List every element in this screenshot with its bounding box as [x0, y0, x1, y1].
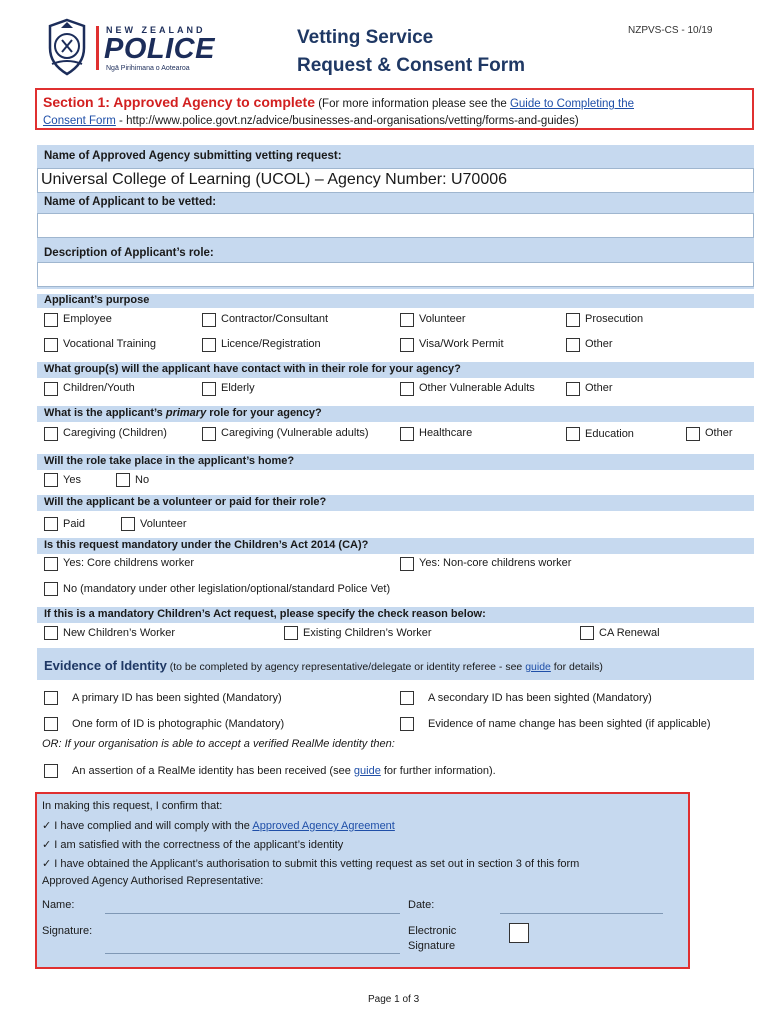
checkbox-name-change[interactable] [400, 717, 414, 731]
checkbox-electronic-signature[interactable] [509, 923, 529, 943]
checkbox-purpose-other[interactable] [566, 338, 580, 352]
checkbox-groups-other[interactable] [566, 382, 580, 396]
label-primary-id: A primary ID has been sighted (Mandatory) [72, 692, 282, 704]
label-healthcare: Healthcare [419, 427, 473, 439]
esig-label-line1: Electronic [408, 925, 457, 937]
form-code: NZPVS-CS - 10/19 [628, 25, 713, 36]
checkbox-paid[interactable] [44, 517, 58, 531]
checkbox-secondary-id[interactable] [400, 691, 414, 705]
identity-heading: Evidence of Identity [44, 658, 167, 673]
logo-main-text: POLICE [104, 33, 215, 65]
checkbox-core-worker[interactable] [44, 557, 58, 571]
label-new-worker: New Children’s Worker [63, 627, 176, 639]
checkbox-prosecution[interactable] [566, 313, 580, 327]
realme-or-text: OR: If your organisation is able to accept a verified RealMe identity then: [42, 738, 395, 750]
section1-heading: Section 1: Approved Agency to complete [43, 94, 316, 110]
checkbox-education[interactable] [566, 427, 580, 441]
label-photographic-id: One form of ID is photographic (Mandatory) [72, 718, 285, 730]
checkbox-vulnerable-adults[interactable] [400, 382, 414, 396]
date-input[interactable] [500, 894, 663, 914]
checkbox-caregiving-adults[interactable] [202, 427, 216, 441]
purpose-band [37, 294, 754, 308]
checkbox-home-yes[interactable] [44, 473, 58, 487]
label-purpose-other: Other [585, 338, 613, 350]
home-band [37, 454, 754, 470]
checkbox-noncore-worker[interactable] [400, 557, 414, 571]
rep-name-input[interactable] [105, 896, 400, 914]
confirm-tick-3: ✓ I have obtained the Applicant’s authorisation to submit this vetting request as set out in section 3 of this form [42, 858, 580, 870]
identity-note: (to be completed by agency representative/delegate or identity referee - see [166, 661, 526, 673]
logo-divider [96, 26, 99, 70]
section1-info: (For more information please see the [315, 98, 510, 110]
primary-role-label: What is the applicant’s primary role for your agency? [44, 407, 322, 419]
esig-label-line2: Signature [408, 940, 456, 952]
checkbox-caregiving-children[interactable] [44, 427, 58, 441]
logo-top-text: NEW ZEALAND [106, 25, 206, 35]
checkbox-new-worker[interactable] [44, 626, 58, 640]
label-realme: An assertion of a RealMe identity has been received (see guide for further information). [72, 765, 496, 777]
label-visa: Visa/Work Permit [419, 338, 504, 350]
checkbox-ca-renewal[interactable] [580, 626, 594, 640]
checkbox-realme[interactable] [44, 764, 58, 778]
guide-link[interactable]: Guide to Completing the [509, 98, 634, 110]
label-elderly: Elderly [221, 382, 255, 394]
agency-label: Name of Approved Agency submitting vetting request: [44, 150, 342, 162]
signature-label: Signature: [42, 925, 93, 937]
confirmation-box [35, 792, 690, 969]
representative-label: Approved Agency Authorised Representative: [42, 875, 264, 887]
section1-url: - http://www.police.govt.nz/advice/businesses-and-organisations/vetting/forms-and-guides) [115, 115, 579, 127]
identity-band [37, 648, 754, 680]
checkbox-photographic-id[interactable] [44, 717, 58, 731]
primary-role-band [37, 406, 754, 422]
checkbox-visa[interactable] [400, 338, 414, 352]
paid-label: Will the applicant be a volunteer or paid for their role? [44, 496, 327, 508]
paid-band [37, 495, 754, 511]
agency-field[interactable] [37, 168, 754, 193]
label-secondary-id: A secondary ID has been sighted (Mandatory) [428, 692, 652, 704]
date-label: Date: [408, 899, 435, 911]
label-children-youth: Children/Youth [63, 382, 135, 394]
page-number: Page 1 of 3 [368, 994, 420, 1005]
role-description-field[interactable] [37, 262, 754, 287]
label-paid-volunteer: Volunteer [140, 518, 187, 530]
applicant-label: Name of Applicant to be vetted: [44, 196, 217, 208]
checkbox-vocational-training[interactable] [44, 338, 58, 352]
checkbox-primary-id[interactable] [44, 691, 58, 705]
label-caregiving-adults: Caregiving (Vulnerable adults) [221, 427, 369, 439]
name-label: Name: [42, 899, 75, 911]
checkbox-not-mandatory[interactable] [44, 582, 58, 596]
label-licence: Licence/Registration [221, 338, 321, 350]
label-employee: Employee [63, 313, 112, 325]
confirm-tick-1: ✓ I have complied and will comply with the Approved Agency Agreement [42, 820, 395, 832]
label-role-other: Other [705, 427, 733, 439]
checkbox-healthcare[interactable] [400, 427, 414, 441]
mandatory-band [37, 538, 754, 554]
checkbox-paid-volunteer[interactable] [121, 517, 135, 531]
signature-input[interactable] [105, 934, 400, 954]
checkbox-employee[interactable] [44, 313, 58, 327]
applicant-name-field[interactable] [37, 213, 754, 238]
label-home-yes: Yes [63, 474, 81, 486]
checkbox-elderly[interactable] [202, 382, 216, 396]
purpose-label: Applicant’s purpose [44, 294, 150, 306]
label-caregiving-children: Caregiving (Children) [63, 427, 167, 439]
confirm-intro: In making this request, I confirm that: [42, 800, 223, 812]
check-reason-band [37, 607, 754, 623]
label-name-change: Evidence of name change has been sighted (if applicable) [428, 718, 711, 730]
label-groups-other: Other [585, 382, 613, 394]
label-not-mandatory: No (mandatory under other legislation/optional/standard Police Vet) [63, 583, 391, 595]
checkbox-contractor[interactable] [202, 313, 216, 327]
groups-label: What group(s) will the applicant have contact with in their role for your agency? [44, 363, 461, 375]
label-noncore-worker: Yes: Non-core childrens worker [419, 557, 572, 569]
identity-heading-row: Evidence of Identity (to be completed by agency representative/delegate or identity referee - see guide for details) [44, 658, 603, 673]
home-label: Will the role take place in the applicant’s home? [44, 455, 295, 467]
checkbox-volunteer[interactable] [400, 313, 414, 327]
form-title-line1: Vetting Service [297, 27, 434, 48]
confirm-tick-2: ✓ I am satisfied with the correctness of the applicant’s identity [42, 839, 344, 851]
logo-sub-text: Ngā Pirihimana o Aotearoa [106, 65, 190, 72]
label-paid: Paid [63, 518, 86, 530]
form-title-line2: Request & Consent Form [297, 55, 526, 76]
label-ca-renewal: CA Renewal [599, 627, 660, 639]
police-crest-icon [44, 18, 90, 76]
realme-guide-link[interactable]: guide [353, 765, 381, 777]
label-vulnerable-adults: Other Vulnerable Adults [419, 382, 535, 394]
groups-band [37, 362, 754, 378]
label-core-worker: Yes: Core childrens worker [63, 557, 195, 569]
checkbox-home-no[interactable] [116, 473, 130, 487]
section1-box [35, 88, 754, 130]
label-contractor: Contractor/Consultant [221, 313, 328, 325]
checkbox-licence[interactable] [202, 338, 216, 352]
checkbox-children-youth[interactable] [44, 382, 58, 396]
police-logo [44, 18, 224, 78]
check-reason-label: If this is a mandatory Children’s Act request, please specify the check reason below: [44, 608, 486, 620]
label-education: Education [585, 428, 634, 440]
label-volunteer: Volunteer [419, 313, 466, 325]
approved-agency-agreement-link[interactable]: Approved Agency Agreement [252, 820, 395, 832]
identity-guide-link[interactable]: guide [525, 661, 551, 673]
consent-form-link[interactable]: Consent Form [43, 115, 116, 127]
label-existing-worker: Existing Children’s Worker [303, 627, 432, 639]
checkbox-existing-worker[interactable] [284, 626, 298, 640]
role-label: Description of Applicant’s role: [44, 247, 214, 259]
agency-band [37, 145, 754, 168]
agency-value: Universal College of Learning (UCOL) – Agency Number: U70006 [41, 171, 508, 188]
checkbox-role-other[interactable] [686, 427, 700, 441]
label-vocational-training: Vocational Training [63, 338, 156, 350]
label-home-no: No [135, 474, 150, 486]
mandatory-label: Is this request mandatory under the Children’s Act 2014 (CA)? [44, 539, 369, 551]
label-prosecution: Prosecution [585, 313, 644, 325]
